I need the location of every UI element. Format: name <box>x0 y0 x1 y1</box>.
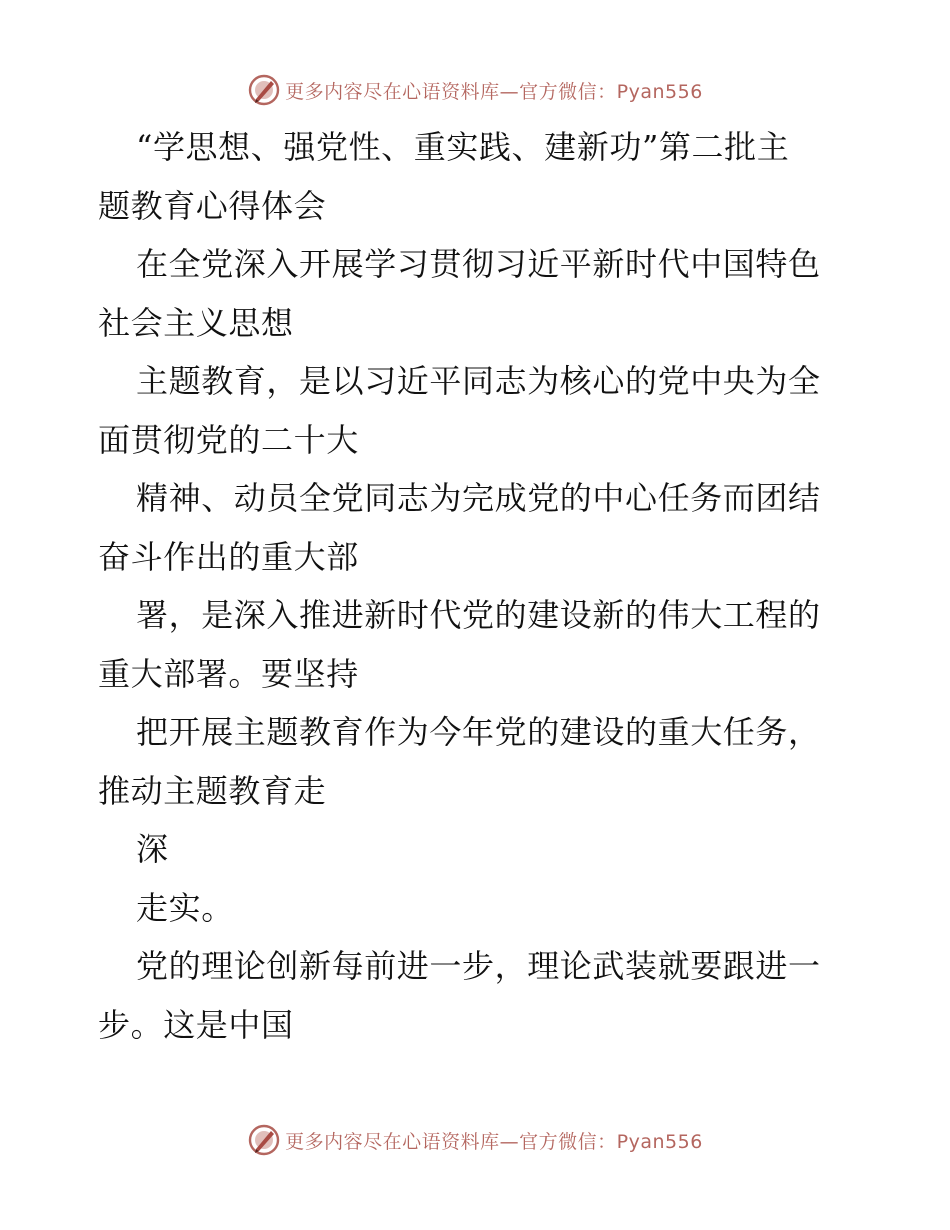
text-line: 推动主题教育走 <box>98 771 327 810</box>
footer-watermark <box>0 1120 950 1160</box>
text-line: 面贯彻党的二十大 <box>98 420 359 459</box>
text-line: 党的理论创新每前进一步，理论武装就要跟进一 <box>136 947 821 985</box>
text-line: 主题教育，是以习近平同志为核心的党中央为全 <box>136 362 821 400</box>
watermark-text: 更多内容尽在心语资料库—官方微信：Pyan556 <box>285 1130 703 1153</box>
text-line: 重大部署。要坚持 <box>98 654 359 693</box>
text-line: 精神、动员全党同志为完成党的中心任务而团结 <box>136 479 821 517</box>
text-line: 奋斗作出的重大部 <box>98 537 359 576</box>
document-body <box>98 118 858 1054</box>
text-line: 署，是深入推进新时代党的建设新的伟大工程的 <box>136 596 821 634</box>
watermark-text: 更多内容尽在心语资料库—官方微信：Pyan556 <box>285 80 703 103</box>
text-line: 题教育心得体会 <box>98 186 327 225</box>
text-line: “学思想、强党性、重实践、建新功”第二批主 <box>136 128 790 166</box>
text-line: 把开展主题教育作为今年党的建设的重大任务， <box>136 713 821 751</box>
header-watermark <box>0 70 950 110</box>
red-pen-seal-icon <box>247 73 281 107</box>
text-line: 在全党深入开展学习贯彻习近平新时代中国特色 <box>136 245 821 283</box>
text-line: 社会主义思想 <box>98 303 294 342</box>
text-line: 深 <box>136 830 169 868</box>
red-pen-seal-icon <box>247 1123 281 1157</box>
text-line: 走实。 <box>136 888 234 927</box>
text-line: 步。这是中国 <box>98 1005 294 1044</box>
